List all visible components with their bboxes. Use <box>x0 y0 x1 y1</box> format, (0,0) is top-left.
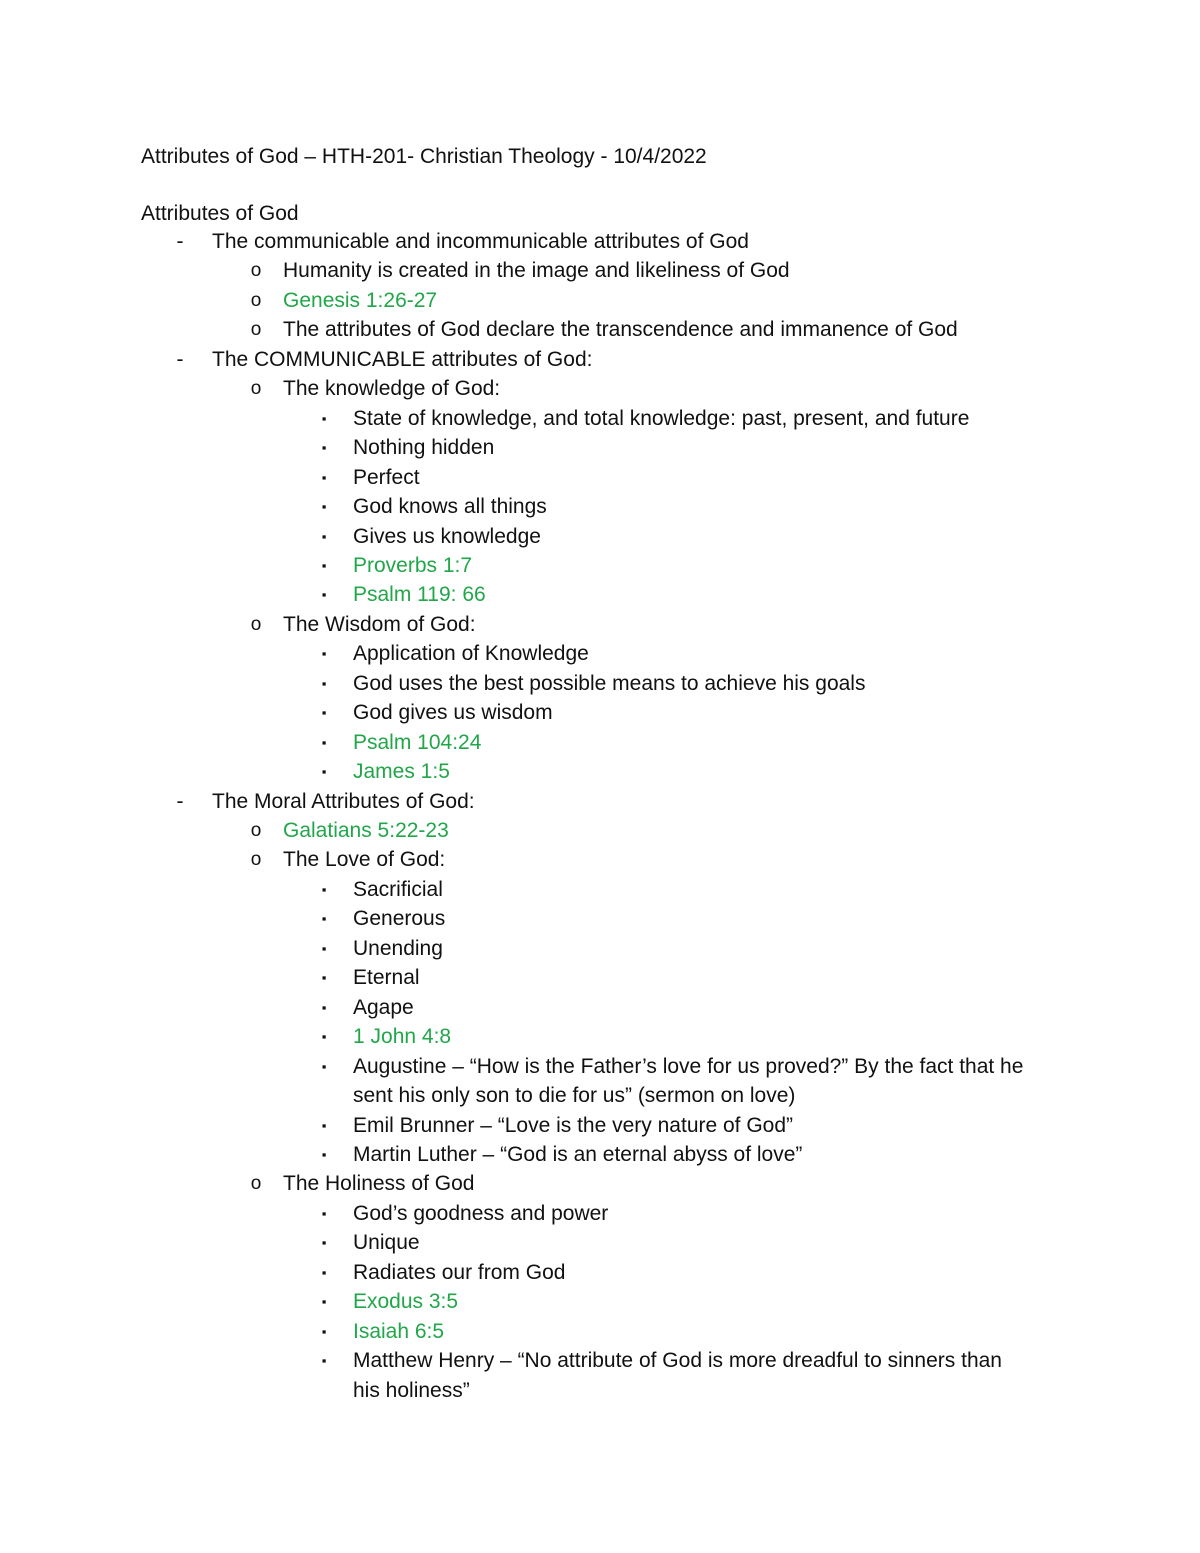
square-bullet-icon: ▪ <box>321 411 327 426</box>
square-bullet-icon: ▪ <box>321 911 327 926</box>
list-item: Augustine – “How is the Father’s love for us proved?” By the fact that he <box>353 1055 1024 1078</box>
document-title: Attributes of God – HTH-201- Christian Theology - 10/4/2022 <box>141 145 707 168</box>
square-bullet-icon: ▪ <box>321 970 327 985</box>
list-item: Humanity is created in the image and likeliness of God <box>283 259 790 282</box>
square-bullet-icon: ▪ <box>321 1000 327 1015</box>
square-bullet-icon: ▪ <box>321 1118 327 1133</box>
square-bullet-icon: ▪ <box>321 587 327 602</box>
list-item: God uses the best possible means to achieve his goals <box>353 672 866 695</box>
square-bullet-icon: ▪ <box>321 1235 327 1250</box>
list-item: Agape <box>353 996 414 1019</box>
dash-bullet-icon: - <box>176 790 184 813</box>
list-item: Sacrificial <box>353 878 443 901</box>
list-item: Unending <box>353 937 443 960</box>
list-item: The COMMUNICABLE attributes of God: <box>212 348 593 371</box>
list-item: The attributes of God declare the transcendence and immanence of God <box>283 318 958 341</box>
scripture-reference: James 1:5 <box>353 760 450 783</box>
circle-bullet-icon: o <box>250 1173 262 1194</box>
square-bullet-icon: ▪ <box>321 1265 327 1280</box>
square-bullet-icon: ▪ <box>321 882 327 897</box>
circle-bullet-icon: o <box>250 614 262 635</box>
list-item: Unique <box>353 1231 420 1254</box>
square-bullet-icon: ▪ <box>321 1294 327 1309</box>
list-item: The communicable and incommunicable attributes of God <box>212 230 749 253</box>
list-item: God knows all things <box>353 495 547 518</box>
square-bullet-icon: ▪ <box>321 764 327 779</box>
list-item: The Love of God: <box>283 848 446 871</box>
circle-bullet-icon: o <box>250 849 262 870</box>
list-item-continuation: sent his only son to die for us” (sermon on love) <box>353 1084 796 1107</box>
list-item: Application of Knowledge <box>353 642 589 665</box>
circle-bullet-icon: o <box>250 290 262 311</box>
square-bullet-icon: ▪ <box>321 499 327 514</box>
dash-bullet-icon: - <box>176 348 184 371</box>
list-item: Perfect <box>353 466 420 489</box>
list-item: God gives us wisdom <box>353 701 553 724</box>
list-item: Gives us knowledge <box>353 525 541 548</box>
square-bullet-icon: ▪ <box>321 1029 327 1044</box>
list-item: Generous <box>353 907 446 930</box>
square-bullet-icon: ▪ <box>321 1206 327 1221</box>
square-bullet-icon: ▪ <box>321 705 327 720</box>
square-bullet-icon: ▪ <box>321 470 327 485</box>
list-item: State of knowledge, and total knowledge: past, present, and future <box>353 407 970 430</box>
scripture-reference: Psalm 119: 66 <box>353 583 486 606</box>
square-bullet-icon: ▪ <box>321 440 327 455</box>
square-bullet-icon: ▪ <box>321 1324 327 1339</box>
square-bullet-icon: ▪ <box>321 941 327 956</box>
square-bullet-icon: ▪ <box>321 558 327 573</box>
section-heading: Attributes of God <box>141 202 299 225</box>
list-item: Martin Luther – “God is an eternal abyss of love” <box>353 1143 803 1166</box>
list-item: The Moral Attributes of God: <box>212 790 475 813</box>
scripture-reference: Genesis 1:26-27 <box>283 289 438 312</box>
list-item: The Holiness of God <box>283 1172 475 1195</box>
square-bullet-icon: ▪ <box>321 646 327 661</box>
list-item: God’s goodness and power <box>353 1202 609 1225</box>
scripture-reference: Galatians 5:22-23 <box>283 819 449 842</box>
list-item-continuation: his holiness” <box>353 1379 470 1402</box>
dash-bullet-icon: - <box>176 230 184 253</box>
list-item: Emil Brunner – “Love is the very nature of God” <box>353 1114 794 1137</box>
circle-bullet-icon: o <box>250 319 262 340</box>
square-bullet-icon: ▪ <box>321 1353 327 1368</box>
circle-bullet-icon: o <box>250 820 262 841</box>
circle-bullet-icon: o <box>250 260 262 281</box>
list-item: The Wisdom of God: <box>283 613 476 636</box>
list-item: Radiates our from God <box>353 1261 566 1284</box>
scripture-reference: 1 John 4:8 <box>353 1025 452 1048</box>
list-item: Nothing hidden <box>353 436 495 459</box>
square-bullet-icon: ▪ <box>321 676 327 691</box>
list-item: The knowledge of God: <box>283 377 501 400</box>
scripture-reference: Psalm 104:24 <box>353 731 482 754</box>
square-bullet-icon: ▪ <box>321 735 327 750</box>
list-item: Eternal <box>353 966 420 989</box>
square-bullet-icon: ▪ <box>321 1147 327 1162</box>
list-item: Matthew Henry – “No attribute of God is more dreadful to sinners than <box>353 1349 1002 1372</box>
square-bullet-icon: ▪ <box>321 1059 327 1074</box>
scripture-reference: Isaiah 6:5 <box>353 1320 445 1343</box>
square-bullet-icon: ▪ <box>321 529 327 544</box>
scripture-reference: Exodus 3:5 <box>353 1290 459 1313</box>
circle-bullet-icon: o <box>250 378 262 399</box>
scripture-reference: Proverbs 1:7 <box>353 554 473 577</box>
